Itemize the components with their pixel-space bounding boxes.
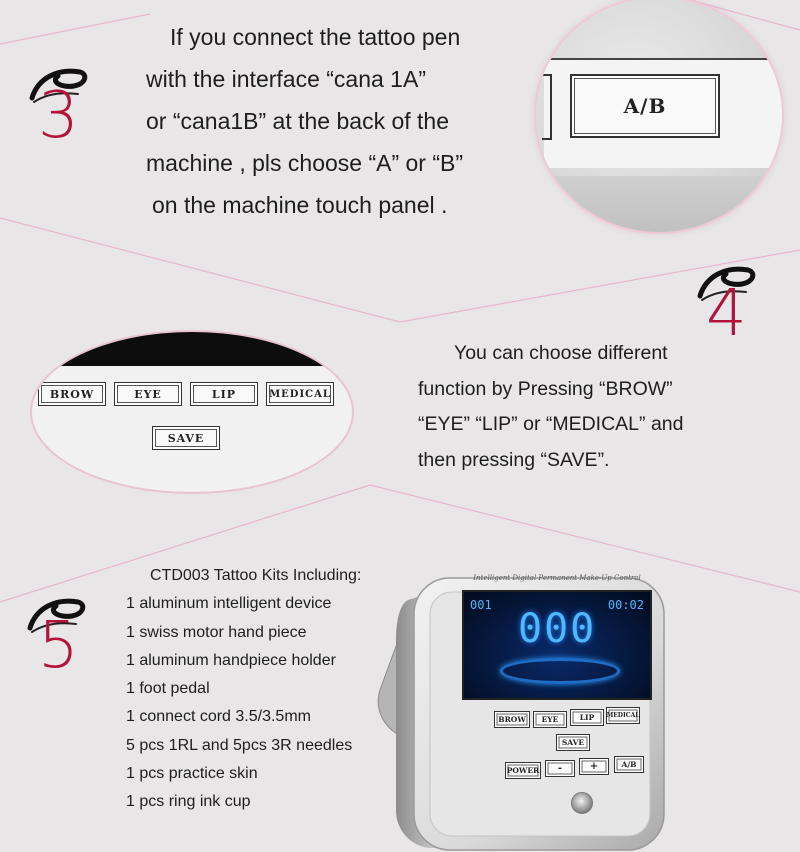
list-item: 1 foot pedal <box>126 680 210 698</box>
text-line: You can choose different <box>454 342 668 364</box>
display-right-readout: 00:02 <box>607 598 644 612</box>
display-arc-graphic <box>500 658 620 684</box>
function-buttons-zoom-image <box>32 332 352 492</box>
text-line: then pressing “SAVE”. <box>418 448 610 471</box>
text-line: machine , pls choose “A” or “B” <box>146 150 464 176</box>
ab-button: A/B <box>570 74 720 138</box>
device-ab-button: A/B <box>614 756 644 773</box>
text-line: on the machine touch panel . <box>152 192 448 218</box>
step-4-description <box>418 336 683 478</box>
step-3-description <box>146 16 463 226</box>
list-item: 1 pcs ring ink cup <box>126 793 251 811</box>
adjacent-button-edge <box>542 74 552 140</box>
text-line: function by Pressing “BROW” <box>418 377 673 400</box>
device-lcd-screen <box>462 590 652 700</box>
device-minus-button: - <box>545 760 575 777</box>
kit-title: CTD003 Tattoo Kits Including: <box>150 567 362 584</box>
display-main-readout: 000 <box>518 606 597 652</box>
device-lip-button: LIP <box>570 709 604 726</box>
step-number: 5 <box>38 609 79 683</box>
step-number: 3 <box>38 79 79 153</box>
medical-button: MEDICAL <box>266 382 334 406</box>
list-item: 1 aluminum intelligent device <box>126 595 332 613</box>
list-item: 1 pcs practice skin <box>126 765 258 783</box>
display-left-readout: 001 <box>470 598 492 612</box>
screen-edge <box>32 332 352 366</box>
device-brand-label: Intelligent Digital Permanent Make-Up Control <box>473 574 641 582</box>
step-number: 4 <box>706 277 747 351</box>
lip-button: LIP <box>190 382 258 406</box>
device-save-button: SAVE <box>556 734 590 751</box>
panel-edge <box>536 176 782 232</box>
device-power-button: POWER <box>505 762 541 779</box>
list-item: 1 aluminum handpiece holder <box>126 651 336 669</box>
device-eye-button: EYE <box>533 711 567 728</box>
brow-button: BROW <box>38 382 106 406</box>
list-item: 1 swiss motor hand piece <box>126 623 307 641</box>
save-button: SAVE <box>152 426 220 450</box>
device-medical-button: MEDICAL <box>606 707 640 724</box>
ab-button-zoom-image <box>536 0 782 232</box>
text-line: If you connect the tattoo pen <box>170 24 461 50</box>
eye-button: EYE <box>114 382 182 406</box>
text-line: or “cana1B” at the back of the <box>146 108 450 134</box>
list-item: 1 connect cord 3.5/3.5mm <box>126 708 311 726</box>
device-plus-button: + <box>579 758 609 775</box>
kit-contents-list <box>126 562 361 817</box>
text-line: “EYE” “LIP” or “MEDICAL” and <box>418 413 684 435</box>
list-item: 5 pcs 1RL and 5pcs 3R needles <box>126 736 353 754</box>
device-brow-button: BROW <box>494 711 530 728</box>
text-line: with the interface “cana 1A” <box>146 66 426 92</box>
device-power-knob-icon <box>571 792 593 814</box>
